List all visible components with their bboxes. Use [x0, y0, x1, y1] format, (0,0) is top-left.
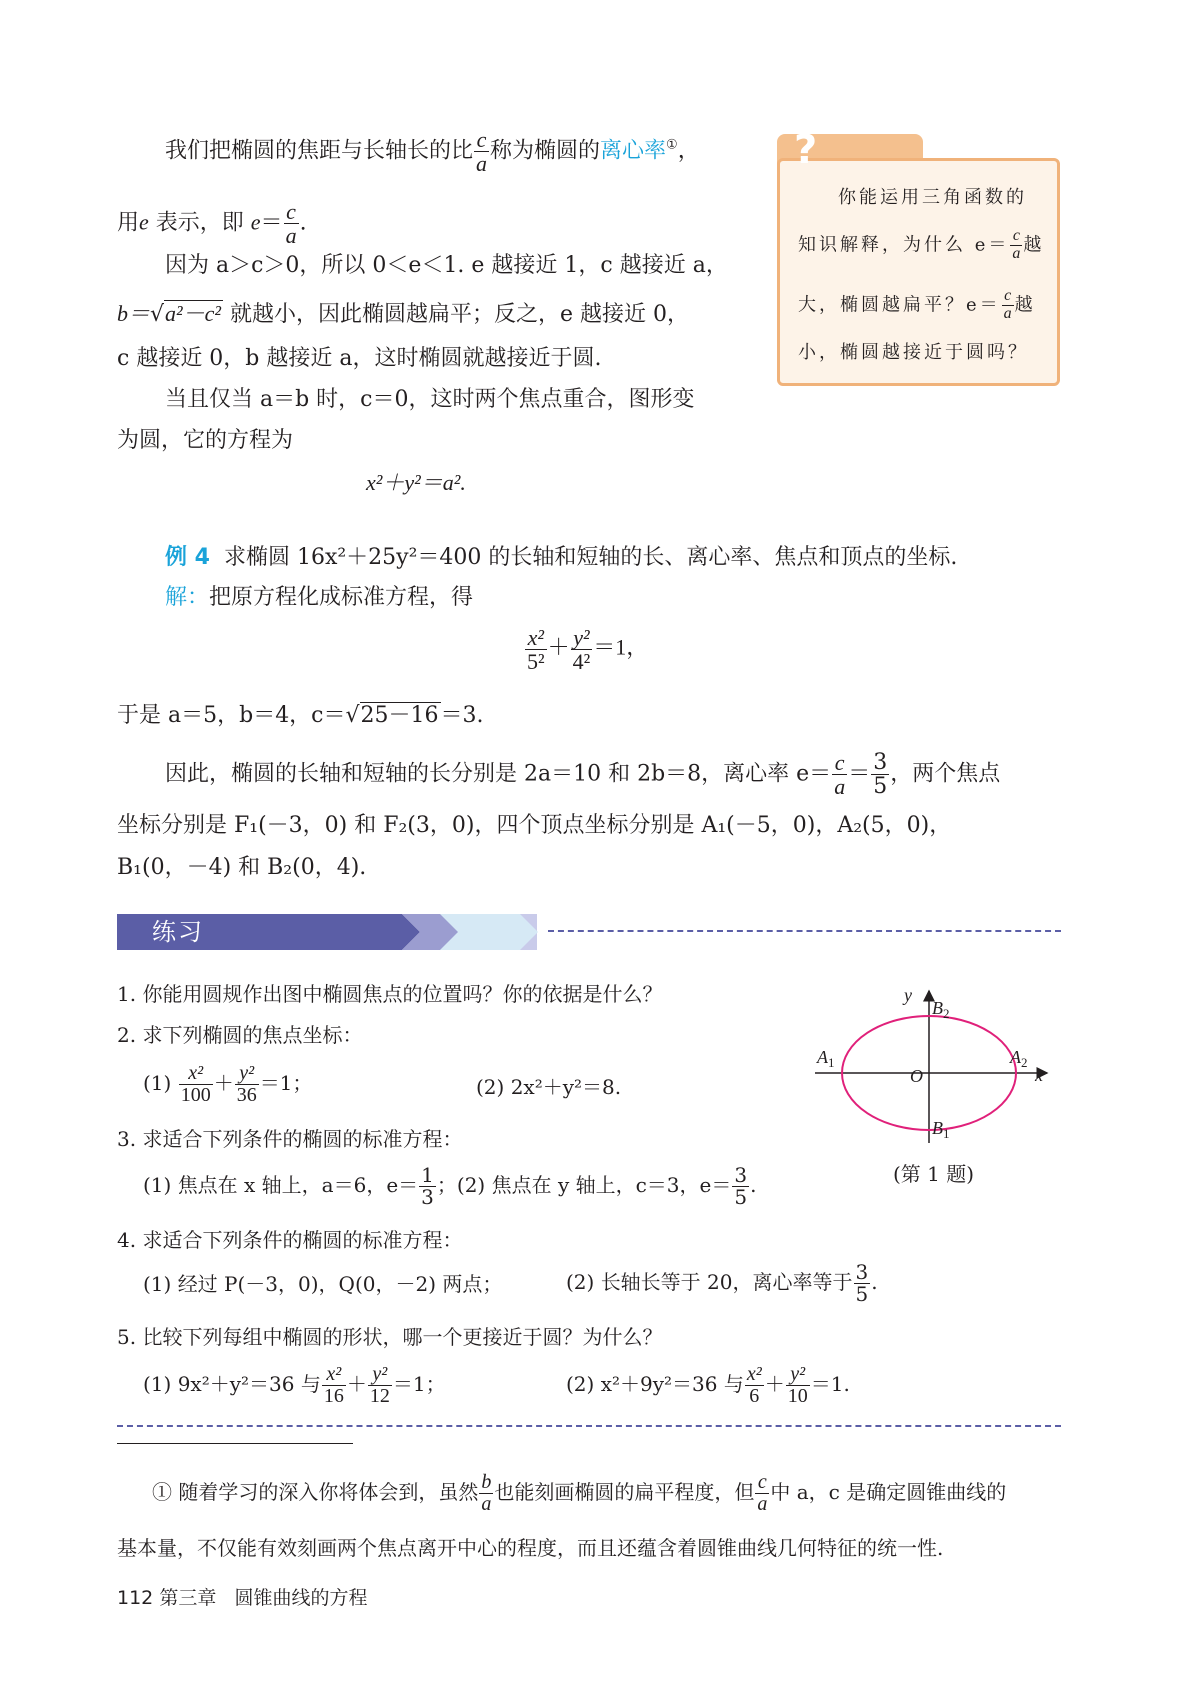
chapter-label: 第三章 — [159, 1587, 217, 1609]
text: ＝3. — [440, 703, 484, 728]
footnote-line-1 — [152, 1472, 1006, 1515]
denominator: 5 — [734, 1185, 748, 1209]
denominator: 3 — [421, 1185, 434, 1209]
denominator: 6 — [749, 1385, 760, 1407]
footnote-rule — [117, 1443, 353, 1444]
fraction — [854, 1262, 871, 1305]
page-footer — [117, 1583, 367, 1610]
fraction-c-over-a — [1010, 228, 1022, 263]
vertex-a1-label — [817, 1047, 835, 1068]
exercise-q5-1: (1) 9x²＋y²＝36 与 $\frac{\text{x²}}{16}$ ＋ $\frac{\text{y²}}{12}$ ＝1； — [143, 1363, 446, 1407]
solution-values: 于是 a＝5，b＝4，c＝√25－16＝3. — [117, 703, 484, 728]
subscript: 2 — [943, 1006, 950, 1021]
text: 就越小，因此椭圆越扁平；反之，e 越接近 0， — [223, 302, 690, 327]
example-label: 例 4 — [165, 545, 210, 570]
text: e — [139, 209, 149, 235]
paragraph-b-formula: b＝√a²－c² 就越小，因此椭圆越扁平；反之，e 越接近 0， — [117, 301, 690, 327]
sqrt-content: 25－16 — [360, 703, 439, 728]
subscript: 2 — [1021, 1055, 1028, 1070]
fraction — [322, 1364, 346, 1407]
text: ＝1， — [593, 634, 649, 660]
fraction-x2-over-5sq — [525, 626, 547, 673]
text: (2) 长轴长等于 20，离心率等于 — [566, 1270, 853, 1294]
numerator: c — [474, 128, 489, 152]
text: (1) — [143, 1071, 178, 1095]
fraction-c-over-a — [1002, 288, 1014, 323]
banner-tail — [440, 914, 540, 950]
numerator: 3 — [873, 750, 888, 775]
numerator: c — [755, 1472, 769, 1494]
text: ；(2) 焦点在 y 轴上，c＝3，e＝ — [436, 1173, 732, 1197]
text: 表示，即 — [148, 210, 251, 236]
text: ＝ — [260, 210, 283, 236]
fraction — [419, 1165, 436, 1208]
exercise-q4: 4. 求适合下列条件的椭圆的标准方程： — [117, 1228, 463, 1252]
fraction — [179, 1063, 213, 1106]
fraction-c-over-a — [755, 1472, 769, 1515]
exercise-q4-2 — [566, 1262, 878, 1305]
origin-label: O — [910, 1066, 923, 1086]
paragraph-a-equals-b: 当且仅当 a＝b 时，c＝0，这时两个焦点重合，图形变 — [165, 387, 695, 412]
numerator: b — [481, 1471, 492, 1493]
fraction-y2-over-4sq — [571, 626, 593, 673]
denominator: a — [757, 1493, 768, 1515]
paragraph-eccentricity-notation — [117, 200, 307, 247]
denominator: 4² — [572, 649, 591, 675]
numerator: y² — [235, 1063, 259, 1085]
text: B — [932, 998, 943, 1018]
exercise-q2-2: (2) 2x²＋y²＝8. — [476, 1075, 622, 1099]
exercise-q2-1: (1) $\frac{\text{x²}}{100}$ ＋ $\frac{\text{y²}}{36}$ ＝1； — [143, 1062, 313, 1106]
text: ， — [677, 138, 700, 164]
text: . — [299, 210, 307, 236]
solution-foci-vertices: 坐标分别是 F₁(－3，0) 和 F₂(3，0)，四个顶点坐标分别是 A₁(－5，0)，A₂(5，0)， — [117, 813, 952, 838]
vertex-b2-label — [932, 998, 950, 1019]
numerator: y² — [571, 626, 593, 650]
text: 称为椭圆的 — [490, 138, 601, 164]
vertex-a2-label — [1010, 1047, 1028, 1068]
numerator: c — [1010, 228, 1022, 246]
fraction-c-over-a — [832, 751, 847, 798]
text: ＝ — [848, 761, 871, 787]
numerator: c — [284, 200, 299, 224]
denominator: 5² — [527, 649, 545, 675]
denominator: a — [481, 1493, 492, 1515]
numerator: y² — [786, 1364, 810, 1386]
paragraph-eccentricity-range: 因为 a＞c＞0，所以 0＜e＜1. e 越接近 1，c 越接近 a， — [165, 253, 728, 278]
denominator: a — [285, 223, 297, 249]
exercise-q5-2: (2) x²＋9y²＝36 与 $\frac{\text{x²}}{6}$ ＋ $\frac{\text{y²}}{10}$ ＝1. — [566, 1363, 850, 1407]
numerator: c — [832, 751, 847, 775]
x-axis-label: x — [1035, 1065, 1043, 1085]
footnote-mark: ① — [666, 137, 678, 153]
text: A — [817, 1047, 828, 1067]
exercise-q3: 3. 求适合下列条件的椭圆的标准方程： — [117, 1127, 463, 1151]
denominator: 12 — [369, 1385, 390, 1407]
text: ① 随着学习的深入你将体会到，虽然 — [152, 1480, 479, 1504]
denominator: 5 — [873, 774, 888, 800]
equation-circle: x²＋y²＝a². — [366, 470, 466, 495]
y-axis-label: y — [904, 985, 912, 1005]
dashed-divider — [548, 930, 1061, 932]
denominator: a — [1012, 244, 1021, 262]
text: b＝ — [117, 301, 151, 326]
numerator: 3 — [855, 1260, 869, 1284]
tip-line-4: 小，椭圆越接近于圆吗？ — [798, 342, 1029, 363]
paragraph-circle-intro: 为圆，它的方程为 — [117, 428, 294, 453]
text: ＋ — [547, 634, 570, 660]
solution-text: 把原方程化成标准方程，得 — [209, 585, 474, 610]
numerator: 3 — [734, 1163, 748, 1187]
fraction-b-over-a — [479, 1472, 493, 1515]
denominator: 5 — [855, 1282, 869, 1306]
text: 用 — [117, 210, 140, 236]
subscript: 1 — [828, 1055, 835, 1070]
text: ＝1. — [810, 1372, 850, 1396]
question-mark-icon: ? — [794, 127, 818, 173]
text: B — [932, 1118, 943, 1138]
denominator: 36 — [236, 1084, 257, 1106]
numerator: x² — [525, 626, 547, 650]
exercise-q1: 1. 你能用圆规作出图中椭圆焦点的位置吗？你的依据是什么？ — [117, 982, 663, 1006]
numerator: x² — [322, 1364, 346, 1386]
exercise-q5: 5. 比较下列每组中椭圆的形状，哪一个更接近于圆？为什么？ — [117, 1325, 663, 1349]
fraction — [745, 1364, 764, 1407]
text: 中 a，c 是确定圆锥曲线的 — [770, 1480, 1007, 1504]
equation-standard-form — [524, 626, 648, 673]
denominator: a — [1003, 304, 1012, 322]
fraction — [235, 1063, 259, 1106]
denominator: 10 — [787, 1385, 808, 1407]
text: . — [750, 1173, 757, 1197]
tip-line-2 — [798, 228, 1044, 263]
text: A — [1010, 1047, 1021, 1067]
numerator: 1 — [421, 1163, 434, 1187]
footnote-line-2: 基本量，不仅能有效刻画两个焦点离开中心的程度，而且还蕴含着圆锥曲线几何特征的统一性. — [117, 1536, 944, 1560]
chapter-title: 圆锥曲线的方程 — [234, 1587, 368, 1609]
denominator: 100 — [180, 1084, 211, 1106]
text: (1) 焦点在 x 轴上，a＝6，e＝ — [143, 1173, 419, 1197]
text: ＝1； — [259, 1071, 313, 1095]
fraction-c-over-a — [284, 200, 299, 247]
vertex-b1-label — [932, 1118, 950, 1139]
example-text: 求椭圆 16x²＋25y²＝400 的长轴和短轴的长、离心率、焦点和顶点的坐标. — [223, 545, 958, 570]
text: 越 — [1014, 294, 1036, 316]
sqrt-content: a²－c² — [165, 301, 222, 326]
paragraph-near-circle: c 越接近 0，b 越接近 a，这时椭圆就越接近于圆. — [117, 346, 602, 371]
solution-conclusion — [165, 751, 1000, 798]
subscript: 1 — [943, 1126, 950, 1141]
text: (1) 9x²＋y²＝36 与 — [143, 1372, 321, 1396]
text: 因此，椭圆的长轴和短轴的长分别是 2a＝10 和 2b＝8，离心率 e＝ — [165, 761, 832, 787]
page-number: 112 — [117, 1587, 154, 1609]
tip-line-3 — [798, 288, 1036, 323]
text: 越 — [1023, 234, 1045, 256]
text: 大，椭圆越扁平？e＝ — [798, 294, 1001, 316]
exercise-q3-parts — [143, 1165, 756, 1208]
banner-segment — [440, 914, 538, 950]
solution-intro — [165, 583, 473, 613]
fraction — [732, 1165, 749, 1208]
term-eccentricity: 离心率 — [600, 138, 667, 164]
fraction — [368, 1364, 392, 1407]
numerator: x² — [179, 1063, 213, 1085]
text: 也能刻画椭圆的扁平程度，但 — [494, 1480, 755, 1504]
text: 我们把椭圆的焦距与长轴长的比 — [165, 138, 474, 164]
text: (2) x²＋9y²＝36 与 — [566, 1372, 744, 1396]
dashed-divider — [117, 1425, 1061, 1427]
text: e — [250, 209, 261, 235]
paragraph-eccentricity-definition — [165, 128, 700, 175]
text: 于是 a＝5，b＝4，c＝ — [117, 703, 346, 728]
fraction — [786, 1364, 810, 1407]
tip-line-1: 你能运用三角函数的 — [838, 187, 1027, 208]
denominator: a — [476, 151, 488, 177]
figure-caption: (第 1 题) — [893, 1162, 975, 1186]
text: ，两个焦点 — [890, 761, 1001, 787]
exercise-q4-1: (1) 经过 P(－3，0)，Q(0，－2) 两点； — [143, 1272, 503, 1296]
denominator: 16 — [323, 1385, 344, 1407]
solution-label: 解： — [165, 585, 210, 610]
numerator: c — [1002, 288, 1014, 306]
fraction-3-over-5 — [871, 751, 889, 798]
fraction-c-over-a — [474, 128, 489, 175]
numerator: y² — [368, 1364, 392, 1386]
text: . — [871, 1270, 878, 1294]
exercise-q2: 2. 求下列椭圆的焦点坐标： — [117, 1023, 363, 1047]
text: 知识解释，为什么 e＝ — [798, 234, 1010, 256]
denominator: a — [834, 774, 846, 800]
exercise-title: 练习 — [152, 918, 204, 946]
solution-vertices-b: B₁(0，－4) 和 B₂(0，4). — [117, 855, 367, 880]
example-4 — [165, 543, 957, 573]
text: ＝1； — [392, 1372, 446, 1396]
numerator: x² — [746, 1363, 762, 1385]
